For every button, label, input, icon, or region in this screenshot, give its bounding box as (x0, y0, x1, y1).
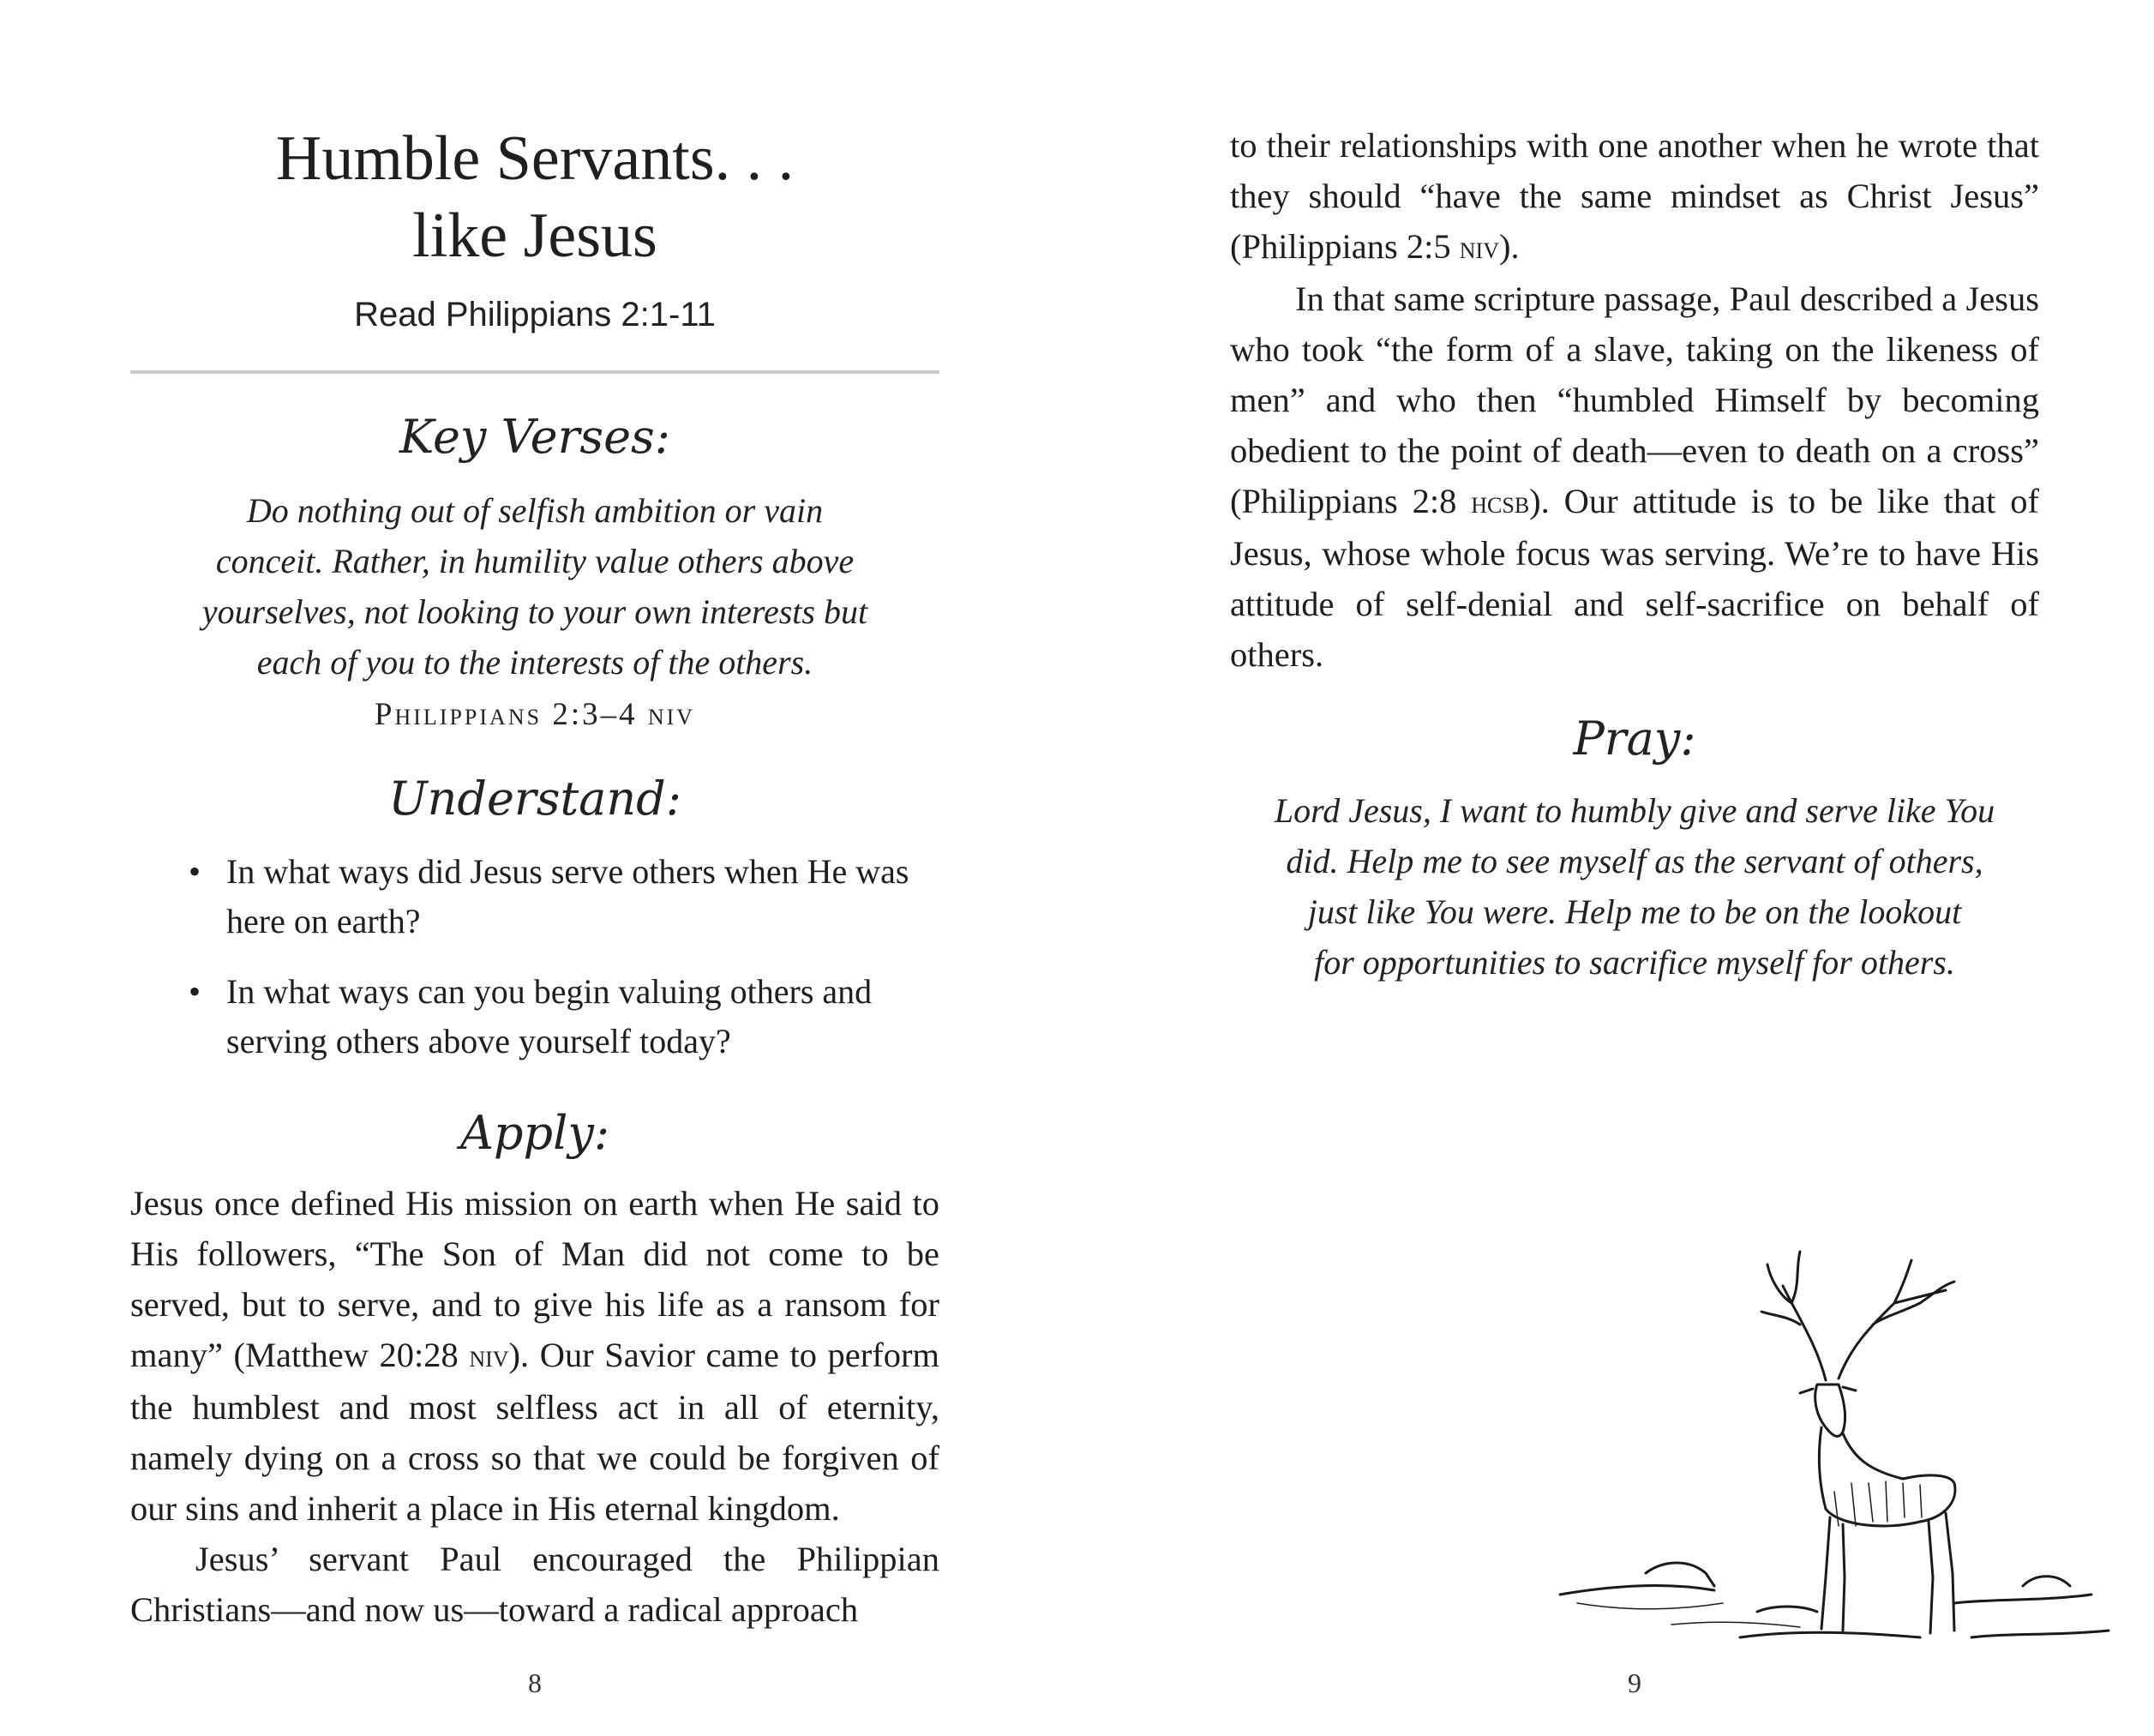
prayer-line: just like You were. Help me to be on the lookout (1307, 892, 1962, 931)
paragraph-1: to their relationships with one another when he wrote that they should “have the same mindset as Christ Jesus” (Philippians 2:5 niv). (1230, 126, 2039, 266)
list-item: • In what ways can you begin valuing others and serving others above yourself today? (189, 972, 873, 1060)
prayer-line: Lord Jesus, I want to humbly give and serve like You (1274, 791, 1995, 830)
key-verse-line: yourselves, not looking to your own interests but (201, 592, 868, 631)
key-verse-text (130, 485, 939, 688)
title-line-1: Humble Servants. . . (275, 123, 795, 194)
left-page (130, 0, 939, 1736)
title-line-2: like Jesus (412, 201, 657, 271)
prayer-text (1230, 785, 2039, 988)
prayer-line: for opportunities to sacrifice myself for others. (1314, 943, 1955, 982)
list-item: • In what ways did Jesus serve others when He was here on earth? (189, 852, 909, 940)
understand-heading: Understand: (388, 772, 681, 826)
prayer-line: did. Help me to see myself as the servant of others, (1286, 842, 1983, 880)
apply-paragraph-1: Jesus once defined His mission on earth when He said to His followers, “The Son of Man did not come to be served, but to serve, and to give his life as a ransom for many” (Matthew 20:28 niv). Our Savior came to perform the humblest and most selfless act in all of eternity, namely dying on a cross so that we could be forgiven of our sins and inherit a place in His eternal kingdom. (130, 1184, 939, 1528)
paragraph-2: In that same scripture passage, Paul described a Jesus who took “the form of a slave, taking on the likeness of men” and who then “humbled Himself by becoming obedient to the point of death—even to death on a cross” (Philippians 2:8 hcsb). Our attitude is to be like that of Jesus, whose whole focus was serving. We’re to have His attitude of self-denial and self-sacrifice on behalf of others. (1230, 279, 2040, 674)
apply-heading: Apply: (459, 1106, 610, 1160)
key-verse-line: conceit. Rather, in humility value others above (215, 542, 855, 580)
key-verse-line: each of you to the interests of the others. (256, 643, 813, 682)
key-verse-line: Do nothing out of selfish ambition or vain (246, 491, 824, 530)
read-reference: Read Philippians 2:1-11 (354, 296, 716, 333)
understand-list (189, 847, 926, 1087)
pray-heading: Pray: (1573, 712, 1696, 766)
continued-text (1230, 120, 2039, 680)
apply-text (130, 1178, 939, 1635)
page-title (130, 120, 939, 274)
key-verses-heading: Key Verses: (399, 410, 670, 464)
apply-paragraph-2: Jesus’ servant Paul encouraged the Philippian Christians—and now us—toward a radical approach (130, 1540, 939, 1629)
page-number-left: 8 (528, 1667, 542, 1698)
page-number-right: 9 (1628, 1667, 1641, 1698)
divider (130, 370, 939, 374)
deer-illustration (1543, 1234, 2126, 1663)
key-verse-reference: Philippians 2:3–4 niv (374, 697, 696, 732)
